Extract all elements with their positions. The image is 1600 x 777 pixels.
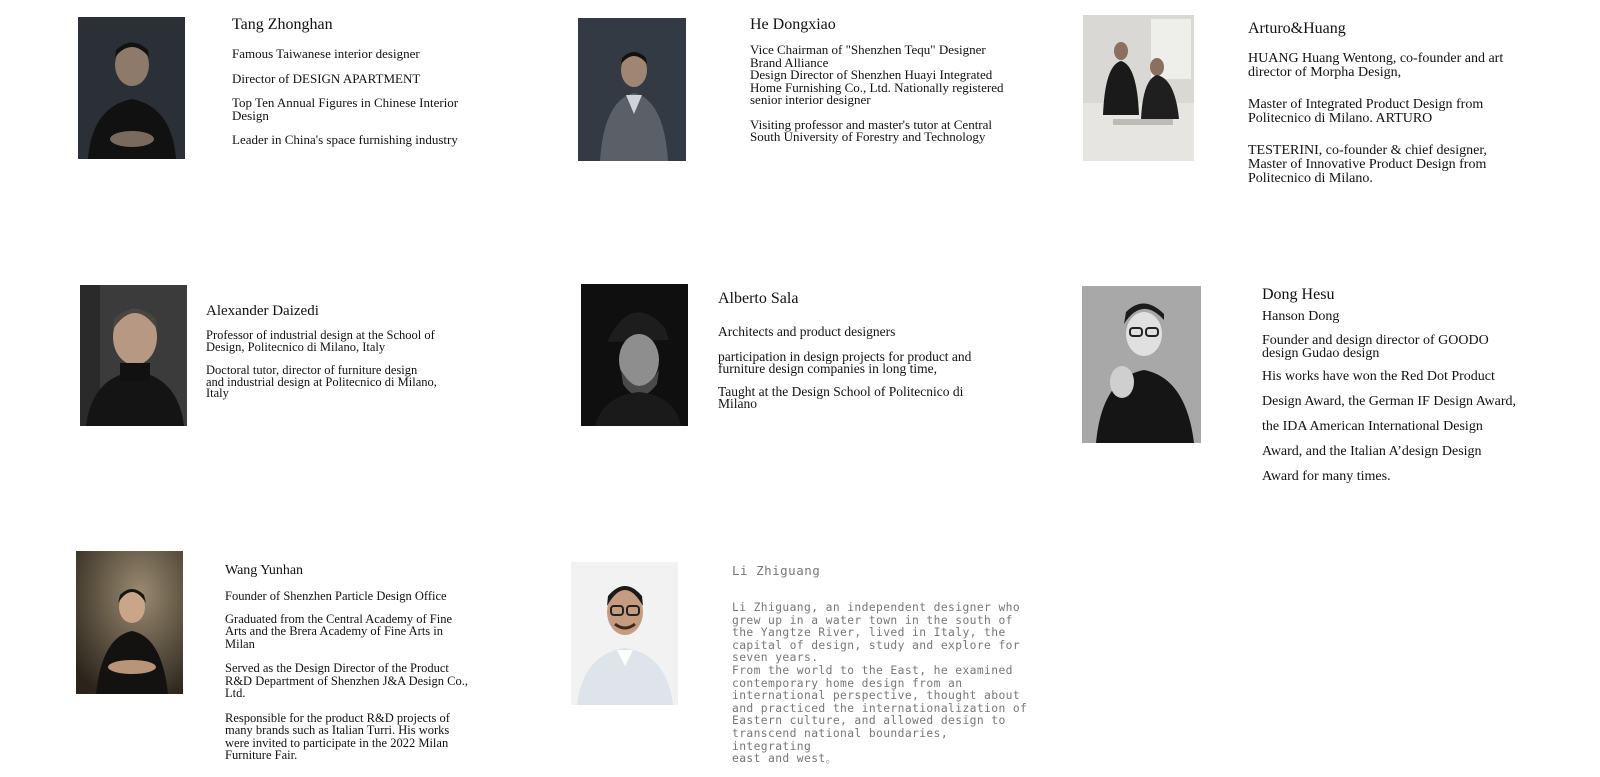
bio-line: Director of DESIGN APARTMENT bbox=[232, 70, 421, 86]
bio-tang-zhonghan bbox=[232, 16, 522, 147]
bio-line: Visiting professor and master's tutor at Central bbox=[750, 116, 993, 132]
designer-name: Alexander Daizedi bbox=[206, 303, 319, 319]
bio-line: His works have won the Red Dot Product bbox=[1262, 369, 1495, 384]
bio-line: and practiced the internationalization of bbox=[732, 701, 1028, 715]
bio-line: Home Furnishing Co., Ltd. Nationally registered bbox=[750, 79, 1004, 95]
bio-line: Furniture Fair. bbox=[225, 748, 298, 762]
bio-wang-yunhan bbox=[225, 562, 505, 762]
bio-line: and industrial design at Politecnico di Milano, bbox=[206, 374, 437, 389]
bio-arturo-huang bbox=[1248, 20, 1548, 186]
bio-he-dongxiao bbox=[750, 16, 1050, 144]
designer-name: Tang Zhonghan bbox=[232, 16, 333, 33]
bio-line: Hanson Dong bbox=[1262, 309, 1340, 324]
bio-alexander-daizedi bbox=[206, 302, 486, 400]
designer-name: Arturo&Huang bbox=[1248, 20, 1346, 37]
bio-line: From the world to the East, he examined bbox=[732, 663, 1013, 677]
bio-line: east and west。 bbox=[732, 752, 838, 766]
designer-name: Dong Hesu bbox=[1262, 286, 1335, 303]
bio-line: Master of Innovative Product Design from bbox=[1248, 157, 1487, 172]
bio-line: design Gudao design bbox=[1262, 346, 1380, 361]
bio-line: Famous Taiwanese interior designer bbox=[232, 46, 420, 61]
portrait-arturo-huang bbox=[1083, 15, 1194, 161]
bio-line: HUANG Huang Wentong, co-founder and art bbox=[1248, 51, 1504, 66]
bio-line: Award for many times. bbox=[1262, 469, 1391, 484]
bio-line: transcend national boundaries, integrating bbox=[732, 726, 949, 753]
portrait-he-dongxiao bbox=[578, 18, 686, 161]
bio-line: Responsible for the product R&D projects of bbox=[225, 710, 450, 725]
bio-line: Milan bbox=[225, 636, 255, 651]
bio-line: Ltd. bbox=[225, 686, 246, 700]
bio-line: Milano bbox=[718, 396, 757, 411]
bio-line: Design, Politecnico di Milano, Italy bbox=[206, 339, 386, 354]
portrait-wang-yunhan bbox=[76, 551, 183, 694]
bio-alberto-sala bbox=[718, 290, 1018, 411]
bio-line: Politecnico di Milano. ARTURO bbox=[1248, 111, 1433, 126]
designer-name: Li Zhiguang bbox=[732, 563, 821, 578]
bio-line: Arts and the Brera Academy of Fine Arts in bbox=[225, 624, 444, 638]
bio-line: grew up in a water town in the south of bbox=[732, 613, 1013, 627]
bio-line: were invited to participate in the 2022 Milan bbox=[225, 735, 449, 750]
designer-name: Wang Yunhan bbox=[225, 563, 304, 578]
bio-line: Doctoral tutor, director of furniture design bbox=[206, 363, 418, 377]
bio-line: the Yangtze River, lived in Italy, the bbox=[732, 626, 1006, 640]
bio-line: Master of Integrated Product Design from bbox=[1248, 97, 1484, 112]
bio-line: director of Morpha Design, bbox=[1248, 65, 1402, 80]
bio-line: Graduated from the Central Academy of Fine bbox=[225, 611, 453, 626]
bio-line: Top Ten Annual Figures in Chinese Interior bbox=[232, 95, 459, 110]
portrait-dong-hesu bbox=[1082, 286, 1201, 443]
bio-line: Italy bbox=[206, 386, 229, 400]
designer-name: Alberto Sala bbox=[718, 290, 799, 307]
portrait-tang-zhonghan bbox=[78, 17, 185, 159]
bio-line: South University of Forestry and Technology bbox=[750, 129, 986, 144]
bio-line: Architects and product designers bbox=[718, 324, 896, 339]
bio-line: senior interior designer bbox=[750, 92, 871, 107]
portrait-li-zhiguang bbox=[571, 562, 678, 705]
bio-line: Served as the Design Director of the Product bbox=[225, 661, 449, 675]
bio-line: Eastern culture, and allowed design to bbox=[732, 714, 1006, 728]
bio-line: capital of design, study and explore for bbox=[732, 638, 1021, 652]
bio-line: furniture design companies in long time, bbox=[718, 361, 937, 376]
bio-line: international perspective, thought about bbox=[732, 689, 1021, 703]
bio-line: Design Award, the German IF Design Award, bbox=[1262, 394, 1517, 409]
bio-line: participation in design projects for product and bbox=[718, 348, 972, 364]
bio-line: R&D Department of Shenzhen J&A Design Co., bbox=[225, 673, 469, 688]
bio-line: Founder of Shenzhen Particle Design Office bbox=[225, 589, 447, 603]
portrait-alexander-daizedi bbox=[80, 285, 187, 426]
bio-line: Award, and the Italian A’design Design bbox=[1262, 444, 1482, 459]
portrait-alberto-sala bbox=[581, 284, 688, 426]
bio-line: Taught at the Design School of Politecnico di bbox=[718, 383, 964, 399]
bio-li-zhiguang bbox=[732, 562, 1032, 766]
bio-line: Brand Alliance bbox=[750, 54, 829, 70]
bio-line: the IDA American International Design bbox=[1262, 419, 1483, 434]
bio-line: Vice Chairman of "Shenzhen Tequ" Designer bbox=[750, 42, 986, 57]
bio-line: Founder and design director of GOODO bbox=[1262, 333, 1489, 348]
designer-name: He Dongxiao bbox=[750, 16, 836, 33]
bio-line: Design Director of Shenzhen Huayi Integrated bbox=[750, 67, 993, 82]
bio-line: Politecnico di Milano. bbox=[1248, 171, 1373, 186]
bio-line: TESTERINI, co-founder & chief designer, bbox=[1248, 143, 1487, 158]
bio-line: contemporary home design from an bbox=[732, 676, 963, 690]
bio-line: Leader in China's space furnishing industry bbox=[232, 132, 458, 147]
bio-line: Design bbox=[232, 107, 269, 123]
bio-line: Li Zhiguang, an independent designer who bbox=[732, 601, 1021, 614]
bio-line: seven years. bbox=[732, 651, 819, 665]
bio-dong-hesu bbox=[1262, 286, 1592, 489]
bio-line: many brands such as Italian Turri. His works bbox=[225, 723, 450, 737]
bio-line: Professor of industrial design at the School of bbox=[206, 328, 435, 342]
